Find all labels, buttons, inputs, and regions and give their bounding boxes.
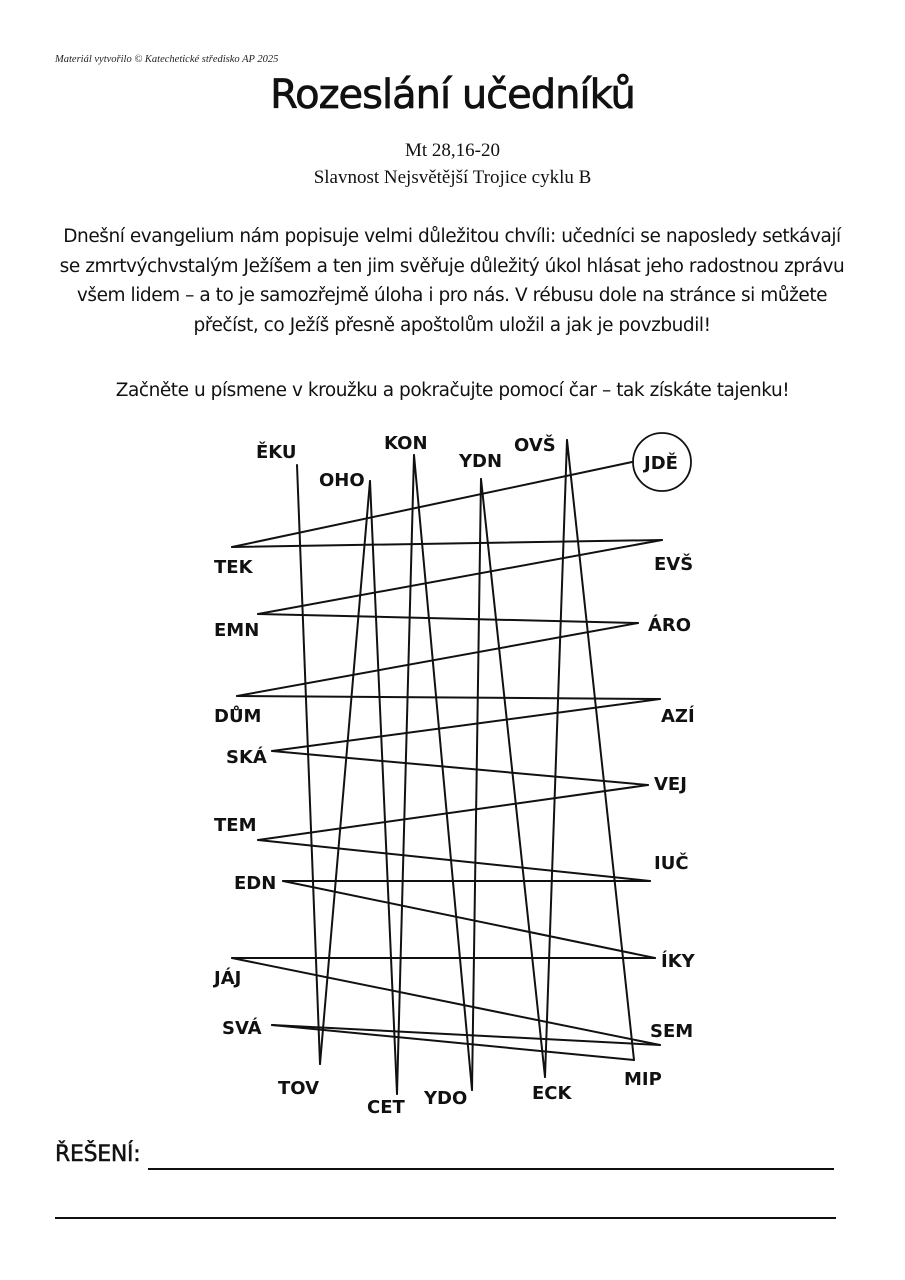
credit-line: Materiál vytvořilo © Katechetické středisko AP 2025 (55, 54, 279, 65)
syllable-tem: TEM (214, 815, 257, 836)
answer-line-2[interactable] (55, 1217, 836, 1219)
solution-label: ŘEŠENÍ: (55, 1142, 141, 1167)
syllable-evs: EVŠ (654, 554, 694, 575)
syllable-eck: ECK (532, 1083, 572, 1104)
maze-line (370, 481, 397, 1094)
syllable-jaj: JÁJ (214, 968, 242, 989)
maze-line (283, 881, 655, 958)
syllable-jde: JDĚ (644, 453, 678, 474)
syllable-tek: TEK (214, 557, 253, 578)
syllable-tov: TOV (278, 1078, 320, 1099)
syllable-sva: SVÁ (222, 1018, 262, 1039)
maze-line (258, 614, 638, 623)
maze-line (258, 840, 650, 881)
syllable-edn: EDN (234, 873, 277, 894)
maze-line (545, 440, 567, 1077)
maze-line (414, 455, 472, 1090)
maze-line (232, 540, 662, 547)
syllable-kon: KON (384, 433, 428, 454)
syllable-iky: ÍKY (661, 951, 695, 972)
maze-line (320, 481, 370, 1064)
syllable-ydo: YDO (424, 1088, 468, 1109)
maze-line (232, 462, 632, 547)
liturgical-occasion: Slavnost Nejsvětější Trojice cyklu B (313, 167, 592, 188)
maze-line (481, 479, 545, 1077)
intro-paragraph: Dnešní evangelium nám popisuje velmi důležitou chvíli: učedníci se naposledy setkávají se zmrtvýchvstalým Ježíšem a ten jim svěřuje důležitý úkol hlásat jeho radostnou zprávu všem lidem – a to je samozřejmě úloha i pro nás. V rébusu dole na stránce si můžete přečíst, co Ježíš přesně apoštolům uložil a jak je povzbudil! (59, 226, 845, 336)
syllable-vej: VEJ (654, 774, 687, 795)
syllable-ovs: OVŠ (514, 435, 556, 456)
maze-line (237, 623, 638, 696)
syllable-dum: DŮM (214, 706, 262, 727)
maze-line (237, 696, 660, 699)
syllable-sem: SEM (650, 1021, 694, 1042)
maze-line (258, 540, 662, 614)
syllable-oho: OHO (319, 470, 365, 491)
maze-line (397, 455, 414, 1094)
answer-line-1[interactable] (148, 1168, 834, 1170)
maze-line (272, 751, 648, 785)
maze-line (272, 699, 660, 751)
syllable-iuc: IUČ (654, 853, 689, 874)
syllable-mip: MIP (624, 1069, 662, 1090)
maze-line (232, 958, 660, 1045)
puzzle-instruction: Začněte u písmene v kroužku a pokračujte pomocí čar – tak získáte tajenku! (115, 380, 790, 401)
bible-reference: Mt 28,16-20 (405, 140, 500, 161)
syllable-emn: EMN (214, 620, 260, 641)
page-title: Rozeslání učedníků (270, 72, 635, 118)
maze-line (567, 440, 634, 1060)
syllable-ydn: YDN (459, 451, 503, 472)
syllable-azi: AZÍ (661, 706, 695, 727)
syllable-cet: CET (367, 1097, 405, 1118)
syllable-aro: ÁRO (648, 615, 692, 636)
syllable-ska: SKÁ (226, 747, 267, 768)
maze-line (258, 785, 648, 840)
maze-line (272, 1025, 634, 1060)
maze-line (472, 479, 481, 1090)
syllable-eku: ĚKU (256, 442, 297, 463)
